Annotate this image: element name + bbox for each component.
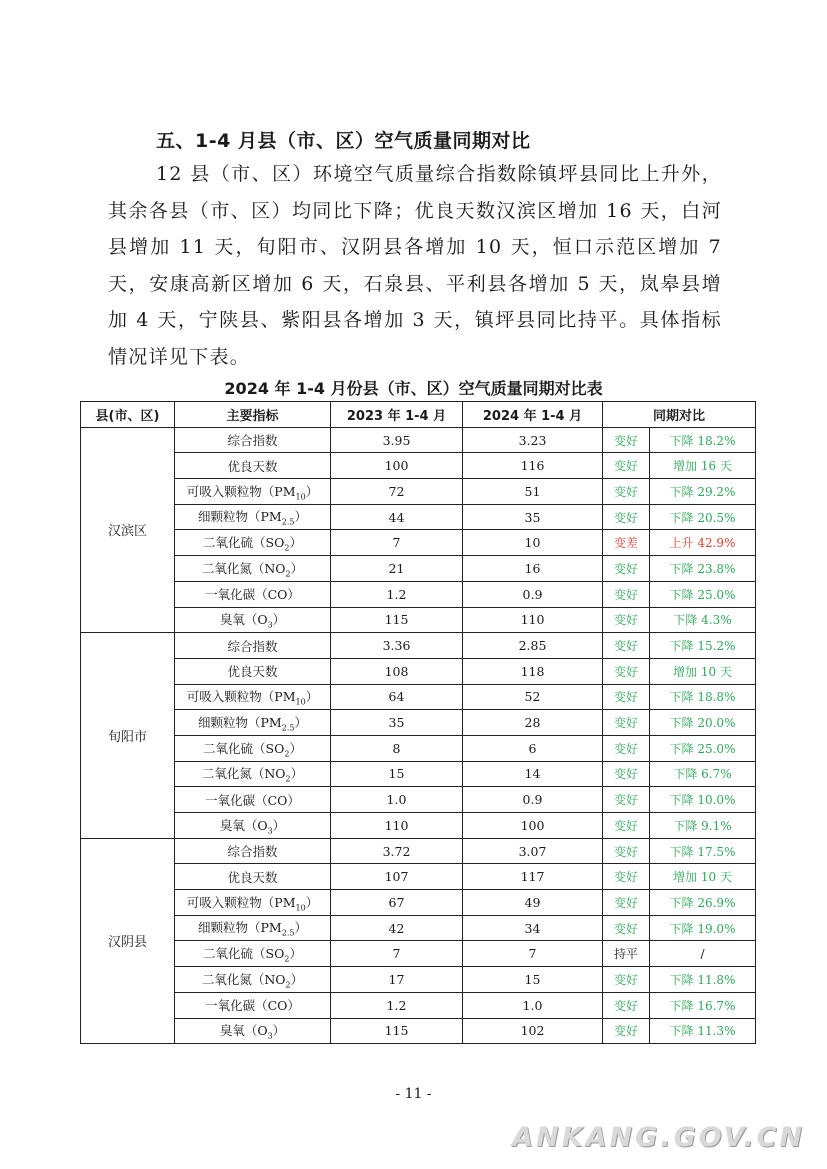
trend-label: 变好	[603, 864, 650, 890]
value-2023: 110	[331, 813, 463, 839]
table-row	[81, 813, 756, 839]
value-2024: 0.9	[463, 787, 603, 813]
trend-label: 变好	[603, 581, 650, 607]
value-2023: 1.2	[331, 581, 463, 607]
indicator-name: 细颗粒物$(PM_{2.5})$	[175, 710, 331, 736]
trend-label: 持平	[603, 941, 650, 967]
table-row	[81, 684, 756, 710]
trend-label: 变好	[603, 427, 650, 453]
value-2023: 1.2	[331, 992, 463, 1018]
indicator-name: 二氧化氮$(NO_2)$	[175, 556, 331, 582]
indicator-name: 综合指数	[175, 633, 331, 659]
indicator-name: 综合指数	[175, 838, 331, 864]
change-value: 下降 25.0%	[650, 581, 756, 607]
change-value: 增加 10 天	[650, 864, 756, 890]
trend-label: 变好	[603, 633, 650, 659]
header-2024: 2024 年 1-4 月	[463, 402, 603, 428]
county-name: 汉滨区	[81, 427, 175, 633]
trend-label: 变好	[603, 761, 650, 787]
value-2024: 7	[463, 941, 603, 967]
value-2023: 107	[331, 864, 463, 890]
trend-label: 变好	[603, 992, 650, 1018]
table-row	[81, 710, 756, 736]
indicator-name: 可吸入颗粒物$(PM_{10})$	[175, 684, 331, 710]
value-2023: 8	[331, 735, 463, 761]
trend-label: 变好	[603, 453, 650, 479]
change-value: 下降 11.8%	[650, 967, 756, 993]
site-watermark: ANKANG.GOV.CN	[512, 1122, 805, 1153]
table-row	[81, 735, 756, 761]
value-2023: 64	[331, 684, 463, 710]
county-name: 旬阳市	[81, 633, 175, 839]
trend-label: 变好	[603, 813, 650, 839]
value-2024: 10	[463, 530, 603, 556]
value-2024: 117	[463, 864, 603, 890]
table-row	[81, 581, 756, 607]
indicator-name: 臭氧$(O_3)$	[175, 607, 331, 633]
air-quality-table	[80, 401, 756, 1044]
table-row	[81, 941, 756, 967]
table-row	[81, 479, 756, 505]
indicator-name: 优良天数	[175, 864, 331, 890]
header-compare: 同期对比	[603, 402, 756, 428]
trend-label: 变好	[603, 556, 650, 582]
change-value: 下降 20.5%	[650, 504, 756, 530]
table-row	[81, 453, 756, 479]
value-2024: 6	[463, 735, 603, 761]
table-row	[81, 504, 756, 530]
header-county: 县(市、区)	[81, 402, 175, 428]
value-2023: 3.36	[331, 633, 463, 659]
change-value: 下降 29.2%	[650, 479, 756, 505]
summary-paragraph: 12 县（市、区）环境空气质量综合指数除镇坪县同比上升外，其余各县（市、区）均同比下降；优良天数汉滨区增加 16 天，白河县增加 11 天，旬阳市、汉阴县各增加 10 天，恒口示范区增加 7 天，安康高新区增加 6 天，石泉县、平利县各增加 5 天，岚皋县增加 4 天，宁陕县、紫阳县各增加 3 天，镇坪县同比持平。具体指标情况详见下表。	[108, 163, 722, 368]
change-value: 下降 18.2%	[650, 427, 756, 453]
change-value: 上升 42.9%	[650, 530, 756, 556]
change-value: 下降 26.9%	[650, 890, 756, 916]
indicator-name: 综合指数	[175, 427, 331, 453]
table-row	[81, 556, 756, 582]
indicator-name: 二氧化硫$(SO_2)$	[175, 530, 331, 556]
trend-label: 变好	[603, 607, 650, 633]
table-row	[81, 890, 756, 916]
value-2024: 14	[463, 761, 603, 787]
change-value: 下降 4.3%	[650, 607, 756, 633]
change-value: /	[650, 941, 756, 967]
section-heading: 五、1-4 月县（市、区）空气质量同期对比	[156, 130, 531, 152]
page-number: - 11 -	[395, 1086, 432, 1102]
change-value: 下降 9.1%	[650, 813, 756, 839]
value-2024: 34	[463, 915, 603, 941]
indicator-name: 二氧化氮$(NO_2)$	[175, 761, 331, 787]
change-value: 下降 6.7%	[650, 761, 756, 787]
table-row	[81, 967, 756, 993]
county-name: 汉阴县	[81, 838, 175, 1044]
indicator-name: 臭氧$(O_3)$	[175, 813, 331, 839]
indicator-name: 二氧化氮$(NO_2)$	[175, 967, 331, 993]
value-2024: 28	[463, 710, 603, 736]
change-value: 下降 10.0%	[650, 787, 756, 813]
change-value: 下降 16.7%	[650, 992, 756, 1018]
value-2023: 44	[331, 504, 463, 530]
indicator-name: 优良天数	[175, 453, 331, 479]
change-value: 下降 19.0%	[650, 915, 756, 941]
indicator-name: 细颗粒物$(PM_{2.5})$	[175, 915, 331, 941]
value-2024: 118	[463, 658, 603, 684]
trend-label: 变好	[603, 735, 650, 761]
table-row	[81, 838, 756, 864]
value-2024: 35	[463, 504, 603, 530]
value-2023: 100	[331, 453, 463, 479]
change-value: 下降 25.0%	[650, 735, 756, 761]
change-value: 下降 20.0%	[650, 710, 756, 736]
table-row	[81, 915, 756, 941]
table-header-row	[81, 402, 756, 428]
value-2023: 67	[331, 890, 463, 916]
value-2024: 49	[463, 890, 603, 916]
table-body	[81, 427, 756, 1044]
value-2023: 72	[331, 479, 463, 505]
change-value: 下降 23.8%	[650, 556, 756, 582]
trend-label: 变好	[603, 710, 650, 736]
indicator-name: 可吸入颗粒物$(PM_{10})$	[175, 890, 331, 916]
table-row	[81, 864, 756, 890]
table-row	[81, 992, 756, 1018]
value-2023: 115	[331, 1018, 463, 1044]
value-2024: 0.9	[463, 581, 603, 607]
change-value: 下降 18.8%	[650, 684, 756, 710]
table-row	[81, 787, 756, 813]
value-2024: 16	[463, 556, 603, 582]
change-value: 增加 16 天	[650, 453, 756, 479]
value-2024: 15	[463, 967, 603, 993]
change-value: 下降 17.5%	[650, 838, 756, 864]
indicator-name: 一氧化碳（CO）	[175, 581, 331, 607]
value-2023: 35	[331, 710, 463, 736]
table-row	[81, 530, 756, 556]
change-value: 增加 10 天	[650, 658, 756, 684]
value-2023: 7	[331, 530, 463, 556]
table-title: 2024 年 1-4 月份县（市、区）空气质量同期对比表	[224, 379, 603, 398]
indicator-name: 可吸入颗粒物$(PM_{10})$	[175, 479, 331, 505]
value-2023: 21	[331, 556, 463, 582]
table-row	[81, 607, 756, 633]
value-2024: 110	[463, 607, 603, 633]
indicator-name: 二氧化硫$(SO_2)$	[175, 941, 331, 967]
trend-label: 变好	[603, 479, 650, 505]
indicator-name: 优良天数	[175, 658, 331, 684]
value-2024: 2.85	[463, 633, 603, 659]
value-2024: 3.23	[463, 427, 603, 453]
indicator-name: 细颗粒物$(PM_{2.5})$	[175, 504, 331, 530]
value-2024: 52	[463, 684, 603, 710]
table-row	[81, 633, 756, 659]
indicator-name: 一氧化碳（CO）	[175, 992, 331, 1018]
indicator-name: 一氧化碳（CO）	[175, 787, 331, 813]
value-2023: 115	[331, 607, 463, 633]
header-indicator: 主要指标	[175, 402, 331, 428]
value-2023: 7	[331, 941, 463, 967]
value-2023: 42	[331, 915, 463, 941]
trend-label: 变好	[603, 504, 650, 530]
value-2024: 116	[463, 453, 603, 479]
trend-label: 变好	[603, 787, 650, 813]
value-2023: 17	[331, 967, 463, 993]
table-row	[81, 1018, 756, 1044]
value-2023: 3.72	[331, 838, 463, 864]
change-value: 下降 11.3%	[650, 1018, 756, 1044]
table-row	[81, 658, 756, 684]
value-2024: 102	[463, 1018, 603, 1044]
trend-label: 变好	[603, 967, 650, 993]
header-2023: 2023 年 1-4 月	[331, 402, 463, 428]
trend-label: 变好	[603, 915, 650, 941]
table-row	[81, 761, 756, 787]
value-2024: 3.07	[463, 838, 603, 864]
indicator-name: 二氧化硫$(SO_2)$	[175, 735, 331, 761]
trend-label: 变好	[603, 838, 650, 864]
change-value: 下降 15.2%	[650, 633, 756, 659]
value-2023: 1.0	[331, 787, 463, 813]
value-2024: 51	[463, 479, 603, 505]
indicator-name: 臭氧$(O_3)$	[175, 1018, 331, 1044]
trend-label: 变好	[603, 684, 650, 710]
trend-label: 变好	[603, 890, 650, 916]
value-2023: 3.95	[331, 427, 463, 453]
trend-label: 变好	[603, 658, 650, 684]
trend-label: 变差	[603, 530, 650, 556]
table-row	[81, 427, 756, 453]
value-2023: 15	[331, 761, 463, 787]
value-2024: 100	[463, 813, 603, 839]
trend-label: 变好	[603, 1018, 650, 1044]
value-2024: 1.0	[463, 992, 603, 1018]
value-2023: 108	[331, 658, 463, 684]
